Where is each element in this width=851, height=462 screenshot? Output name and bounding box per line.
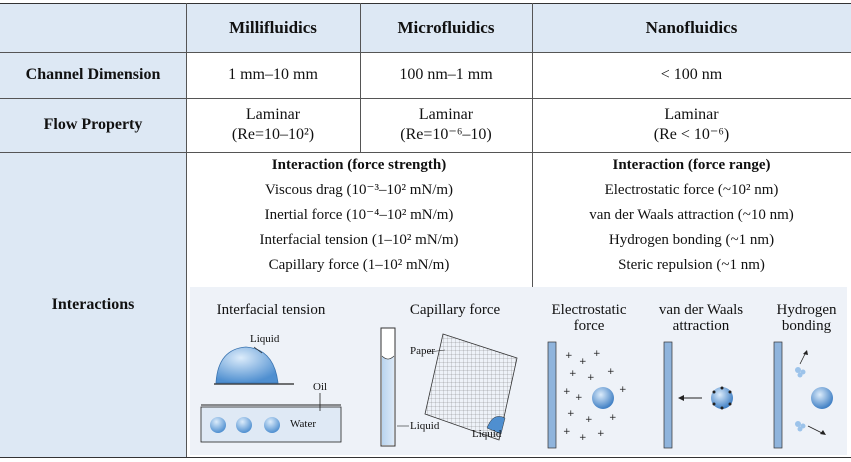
interactions-left-title: Interaction (force strength)	[271, 157, 447, 173]
svg-text:+: +	[597, 429, 605, 439]
border-top	[0, 3, 851, 4]
electrostatic-figure	[545, 340, 640, 450]
divider-col1	[186, 3, 187, 457]
svg-text:+: +	[575, 393, 583, 403]
vdw-figure	[660, 340, 750, 450]
flow-micro-line1: Laminar	[418, 106, 474, 123]
dimension-nano: < 100 nm	[660, 66, 723, 83]
fig-hbond-line2: bonding	[781, 318, 832, 334]
row-label-dimension: Channel Dimension	[25, 66, 161, 83]
divider-col2	[360, 3, 361, 152]
divider-header	[0, 52, 851, 53]
flow-micro	[360, 98, 532, 152]
interactions-right-title: Interaction (force range)	[612, 157, 771, 173]
fig-vdw-line1: van der Waals	[658, 302, 744, 318]
flow-milli	[186, 98, 360, 152]
fig-interfacial-title: Interfacial tension	[216, 302, 326, 318]
svg-text:+: +	[609, 413, 617, 423]
divider-col3	[532, 3, 533, 287]
svg-text:+: +	[587, 373, 595, 383]
fig-hbond-line1: Hydrogen	[776, 302, 837, 318]
interaction-item: Capillary force (1–10² mN/m)	[268, 257, 450, 273]
header-nanofluidics: Nanofluidics	[645, 17, 738, 37]
dimension-micro: 100 nm–1 mm	[399, 66, 493, 83]
border-bottom	[0, 457, 851, 458]
svg-text:+: +	[593, 349, 601, 359]
flow-nano-line1: Laminar	[664, 106, 719, 123]
svg-text:+: +	[565, 351, 573, 361]
fig-interfacial-liquid-label: Liquid	[250, 333, 280, 345]
fig-vdw-line2: attraction	[672, 318, 730, 334]
svg-text:+: +	[563, 387, 571, 397]
fig-capillary-title: Capillary force	[409, 302, 501, 318]
flow-micro-line2: (Re=10⁻⁶–10)	[400, 126, 492, 143]
flow-milli-line1: Laminar	[245, 106, 301, 123]
divider-flow	[0, 152, 851, 153]
hydrogen-bonding-figure	[770, 340, 848, 450]
row-label-interactions: Interactions	[51, 295, 135, 313]
fig-electrostatic-title	[535, 302, 643, 334]
fig-capillary-liquid-label-2: Liquid	[472, 428, 502, 440]
fig-electrostatic-line1: Electrostatic	[551, 302, 627, 318]
svg-text:+: +	[607, 367, 615, 377]
fig-electrostatic-line2: force	[573, 318, 605, 334]
svg-text:+: +	[585, 415, 593, 425]
flow-milli-line2: (Re=10–10²)	[231, 126, 315, 143]
interaction-item: van der Waals attraction (~10 nm)	[589, 207, 794, 223]
row-label-flow: Flow Property	[43, 116, 143, 133]
capillary-force-figure	[375, 322, 525, 452]
interactions-left-list	[186, 153, 532, 278]
divider-dimension	[0, 98, 851, 99]
header-microfluidics: Microfluidics	[397, 17, 495, 37]
interaction-item: Viscous drag (10⁻³–10² mN/m)	[264, 182, 454, 198]
svg-text:+: +	[569, 369, 577, 379]
interaction-item: Interfacial tension (1–10² mN/m)	[259, 232, 459, 248]
fig-vdw-title	[645, 302, 757, 334]
interaction-item: Hydrogen bonding (~1 nm)	[608, 232, 775, 248]
fig-capillary-paper-label: Paper	[410, 345, 436, 357]
fig-hbond-title	[764, 302, 849, 334]
fig-interfacial-water-label: Water	[290, 418, 316, 430]
interaction-item: Steric repulsion (~1 nm)	[618, 257, 765, 273]
dimension-milli: 1 mm–10 mm	[228, 66, 318, 83]
header-millifluidics: Millifluidics	[229, 17, 317, 37]
interaction-item: Electrostatic force (~10² nm)	[604, 182, 779, 198]
svg-text:+: +	[619, 385, 627, 395]
svg-text:+: +	[567, 409, 575, 419]
interactions-right-list	[532, 153, 851, 278]
flow-nano	[532, 98, 851, 152]
fig-interfacial-oil-label: Oil	[313, 381, 328, 393]
svg-text:+: +	[579, 433, 587, 443]
interaction-item: Inertial force (10⁻⁴–10² mN/m)	[264, 207, 454, 223]
flow-nano-line2: (Re < 10⁻⁶)	[653, 126, 730, 143]
svg-text:+: +	[579, 357, 587, 367]
svg-text:+: +	[563, 427, 571, 437]
fig-capillary-liquid-label: Liquid	[410, 420, 440, 432]
